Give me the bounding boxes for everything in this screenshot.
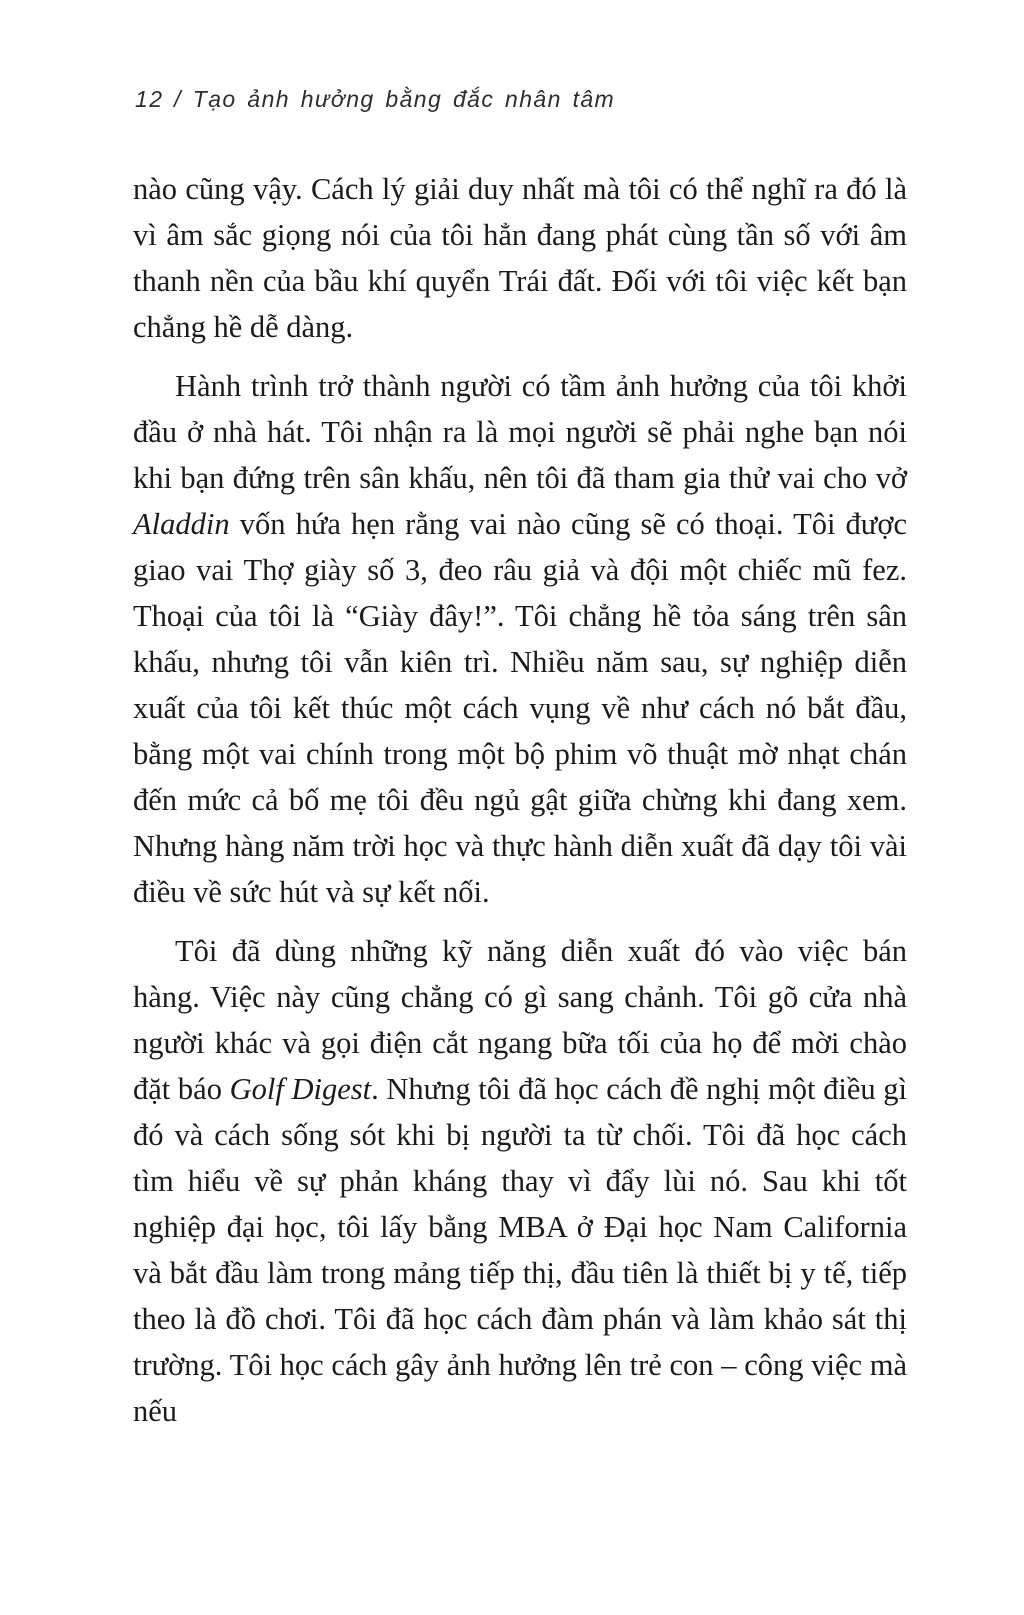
paragraph <box>133 166 907 350</box>
text-segment: Hành trình trở thành người có tầm ảnh hưởng của tôi khởi đầu ở nhà hát. Tôi nhận ra là mọi người sẽ phải nghe bạn nói khi bạn đứng trên sân khấu, nên tôi đã tham gia thử vai cho vở <box>133 369 907 495</box>
magazine-title-italic: Golf Digest <box>229 1072 372 1106</box>
page-header-running-title: 12 / Tạo ảnh hưởng bằng đắc nhân tâm <box>135 86 616 112</box>
text-segment: nào cũng vậy. Cách lý giải duy nhất mà tôi có thể nghĩ ra đó là vì âm sắc giọng nói của tôi hẳn đang phát cùng tần số với âm thanh nền của bầu khí quyển Trái đất. Đối với tôi việc kết bạn chẳng hề dễ dàng. <box>133 172 907 344</box>
paragraph <box>133 928 907 1434</box>
play-title-italic: Aladdin <box>133 507 230 541</box>
body-text <box>133 166 907 1447</box>
text-segment: Tôi đã dùng những kỹ năng diễn xuất đó vào việc bán hàng. Việc này cũng chẳng có gì sang chảnh. Tôi gõ cửa nhà người khác và gọi điện cắt ngang bữa tối của họ để mời chào đặt báo <box>133 934 907 1106</box>
text-segment: vốn hứa hẹn rằng vai nào cũng sẽ có thoại. Tôi được giao vai Thợ giày số 3, đeo râu giả và đội một chiếc mũ fez. Thoại của tôi là “Giày đây!”. Tôi chẳng hề tỏa sáng trên sân khấu, nhưng tôi vẫn kiên trì. Nhiều năm sau, sự nghiệp diễn xuất của tôi kết thúc một cách vụng về như cách nó bắt đầu, bằng một vai chính trong một bộ phim võ thuật mờ nhạt chán đến mức cả bố mẹ tôi đều ngủ gật giữa chừng khi đang xem. Nhưng hàng năm trời học và thực hành diễn xuất đã dạy tôi vài điều về sức hút và sự kết nối. <box>133 507 907 909</box>
text-segment: . Nhưng tôi đã học cách đề nghị một điều gì đó và cách sống sót khi bị người ta từ chối. Tôi đã học cách tìm hiểu về sự phản kháng thay vì đẩy lùi nó. Sau khi tốt nghiệp đại học, tôi lấy bằng MBA ở Đại học Nam California và bắt đầu làm trong mảng tiếp thị, đầu tiên là thiết bị y tế, tiếp theo là đồ chơi. Tôi đã học cách đàm phán và làm khảo sát thị trường. Tôi học cách gây ảnh hưởng lên trẻ con – công việc mà nếu <box>133 1072 907 1428</box>
paragraph <box>133 363 907 915</box>
